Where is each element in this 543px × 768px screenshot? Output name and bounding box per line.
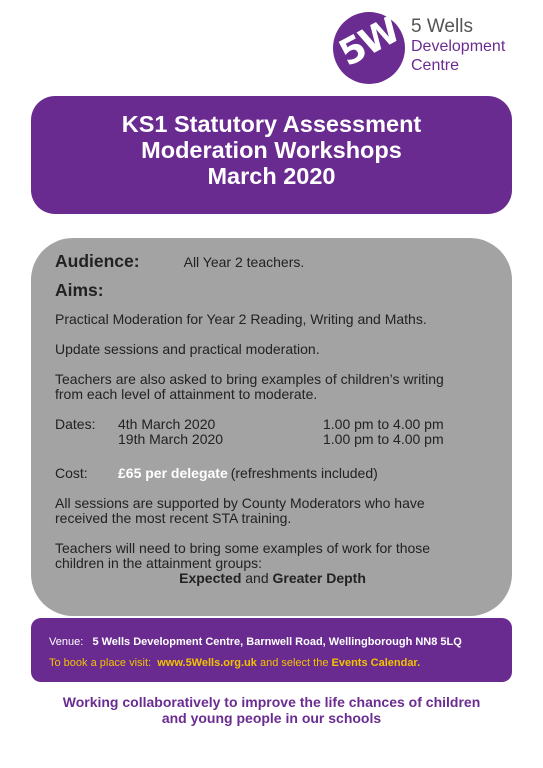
bring-text — [55, 541, 490, 571]
logo-text — [411, 16, 505, 75]
title-line-3: March 2020 — [207, 163, 336, 189]
aim-3-line-2: from each level of attainment to moderate. — [55, 386, 318, 402]
time-1: 1.00 pm to 4.00 pm — [323, 416, 444, 432]
support-line-2: received the most recent STA training. — [55, 510, 292, 526]
support-text — [55, 496, 490, 526]
booking-middle: and select the — [259, 657, 329, 669]
venue-address: 5 Wells Development Centre, Barnwell Road, Wellingborough NN8 5LQ — [92, 636, 462, 648]
logo-line-2: Development — [411, 38, 506, 55]
attainment-groups — [55, 571, 490, 586]
logo-line-3: Centre — [411, 57, 460, 74]
dates-label: Dates: — [55, 416, 96, 432]
venue-box — [31, 618, 512, 682]
footer-line-1: Working collaboratively to improve the life chances of children — [62, 694, 481, 710]
time-2: 1.00 pm to 4.00 pm — [323, 431, 444, 447]
footer-tagline — [0, 694, 543, 726]
cost-note: (refreshments included) — [230, 465, 378, 481]
aims-heading: Aims: — [55, 280, 104, 300]
cost-row — [55, 466, 490, 481]
title-line-2: Moderation Workshops — [141, 137, 402, 163]
aim-1: Practical Moderation for Year 2 Reading, Writing and Maths. — [55, 311, 427, 327]
booking-line — [49, 653, 512, 674]
cost-price: £65 per delegate — [118, 465, 228, 481]
venue-label: Venue: — [49, 636, 84, 648]
aim-2: Update sessions and practical moderation. — [55, 341, 320, 357]
venue-line — [49, 632, 512, 653]
bring-line-1: Teachers will need to bring some examples of work for those — [55, 540, 431, 556]
info-panel — [31, 238, 512, 616]
audience-value: All Year 2 teachers. — [183, 254, 305, 270]
booking-prefix: To book a place visit: — [49, 657, 152, 669]
bring-line-2: children in the attainment groups: — [55, 555, 263, 571]
date-1: 4th March 2020 — [118, 416, 216, 432]
support-line-1: All sessions are supported by County Moderators who have — [55, 495, 425, 511]
events-calendar-link[interactable]: Events Calendar. — [331, 657, 421, 669]
title-line-1: KS1 Statutory Assessment — [121, 111, 422, 137]
audience-label: Audience: — [55, 251, 140, 271]
logo-mark: 5W — [332, 10, 406, 75]
dates-block — [55, 417, 490, 447]
title-banner — [31, 96, 512, 214]
group-greater-depth: Greater Depth — [272, 570, 366, 586]
aim-3 — [55, 372, 490, 402]
logo — [333, 12, 523, 90]
date-2: 19th March 2020 — [118, 431, 224, 447]
footer-line-2: and young people in our schools — [161, 710, 382, 726]
website-link[interactable]: www.5Wells.org.uk — [157, 657, 257, 669]
cost-label: Cost: — [55, 465, 88, 481]
aim-3-line-1: Teachers are also asked to bring examples of children’s writing — [55, 371, 444, 387]
group-expected: Expected — [179, 570, 242, 586]
group-and: and — [245, 570, 269, 586]
logo-line-1: 5 Wells — [411, 16, 473, 37]
audience-row — [55, 251, 490, 271]
